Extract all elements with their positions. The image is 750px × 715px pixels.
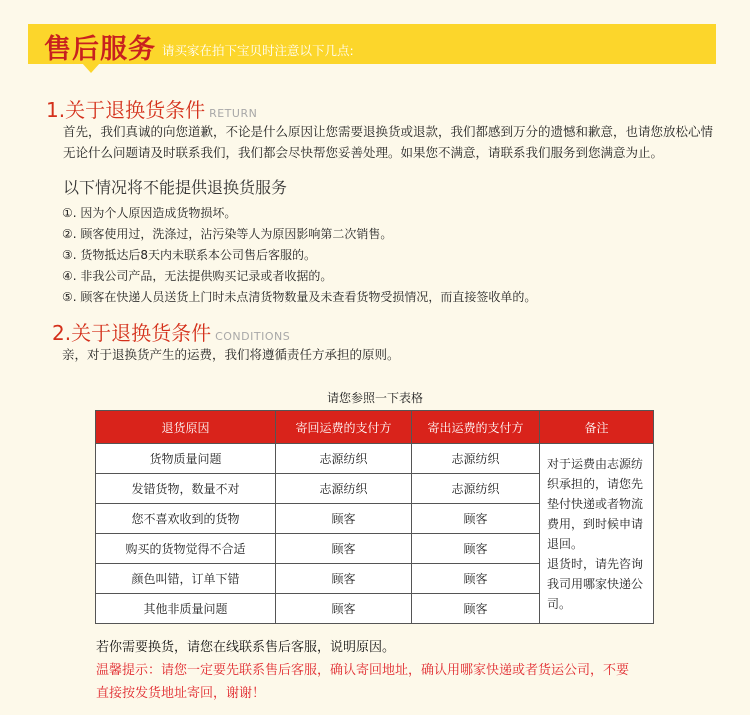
cell-reason: 颜色叫错，订单下错 bbox=[96, 564, 276, 594]
cell-outbound-payer: 志源纺织 bbox=[412, 474, 540, 504]
section2-title: 2.关于退换货条件 bbox=[52, 321, 212, 345]
cell-reason: 您不喜欢收到的货物 bbox=[96, 504, 276, 534]
header-return-shipping-payer: 寄回运费的支付方 bbox=[276, 411, 412, 444]
cell-outbound-payer: 顾客 bbox=[412, 594, 540, 624]
warning-note bbox=[96, 659, 686, 705]
shipping-cost-table bbox=[95, 410, 654, 624]
cell-return-payer: 顾客 bbox=[276, 564, 412, 594]
header-outbound-shipping-payer: 寄出运费的支付方 bbox=[412, 411, 540, 444]
table-row bbox=[96, 444, 654, 474]
cell-return-payer: 顾客 bbox=[276, 534, 412, 564]
section1-intro-line: 无论什么问题请及时联系我们，我们都会尽快帮您妥善处理。如果您不满意，请联系我们服务到您满意为止。 bbox=[63, 145, 664, 160]
cell-return-payer: 志源纺织 bbox=[276, 474, 412, 504]
exclusion-item: ⑤. 顾客在快递人员送货上门时未点清货物数量及未查看货物受损情况，而直接签收单的。 bbox=[62, 290, 537, 304]
banner-title: 售后服务 bbox=[44, 34, 156, 65]
section1-intro-line: 首先，我们真诚的向您道歉，不论是什么原因让您需要退换货或退款，我们都感到万分的遗憾和歉意，也请您放松心情 bbox=[63, 124, 714, 139]
cell-reason: 购买的货物觉得不合适 bbox=[96, 534, 276, 564]
section1-heading bbox=[46, 94, 257, 123]
cell-return-payer: 顾客 bbox=[276, 504, 412, 534]
section2-heading bbox=[52, 317, 290, 346]
remark-line: 织承担的，请您先 bbox=[547, 476, 644, 491]
cell-return-payer: 志源纺织 bbox=[276, 444, 412, 474]
cell-reason: 发错货物，数量不对 bbox=[96, 474, 276, 504]
section1-intro bbox=[63, 121, 713, 163]
cell-outbound-payer: 志源纺织 bbox=[412, 444, 540, 474]
remarks-cell bbox=[540, 444, 654, 624]
section1-title: 1.关于退换货条件 bbox=[46, 98, 206, 122]
remark-line: 司。 bbox=[547, 596, 572, 611]
header-remarks: 备注 bbox=[540, 411, 654, 444]
exclusion-item: ④. 非我公司产品，无法提供购买记录或者收据的。 bbox=[62, 269, 333, 283]
cell-outbound-payer: 顾客 bbox=[412, 534, 540, 564]
remark-line: 退货时，请先咨询 bbox=[547, 556, 644, 571]
exclusion-item: ②. 顾客使用过，洗涤过，沾污染等人为原因影响第二次销售。 bbox=[62, 227, 393, 241]
cell-outbound-payer: 顾客 bbox=[412, 564, 540, 594]
cell-outbound-payer: 顾客 bbox=[412, 504, 540, 534]
remark-line: 退回。 bbox=[547, 536, 584, 551]
cell-reason: 货物质量问题 bbox=[96, 444, 276, 474]
exchange-note: 若你需要换货，请您在线联系售后客服，说明原因。 bbox=[96, 640, 396, 655]
remark-line: 我司用哪家快递公 bbox=[547, 576, 644, 591]
cell-return-payer: 顾客 bbox=[276, 594, 412, 624]
section1-title-en: RETURN bbox=[209, 107, 258, 120]
warning-line: 温馨提示：请您一定要先联系售后客服，确认寄回地址，确认用哪家快递或者货运公司，不要 bbox=[96, 663, 630, 678]
exclusion-item: ③. 货物抵达后8天内未联系本公司售后客服的。 bbox=[62, 248, 317, 262]
section1-subheading: 以下情况将不能提供退换货服务 bbox=[63, 178, 288, 197]
remark-line: 费用，到时候申请 bbox=[547, 516, 644, 531]
table-caption: 请您参照一下表格 bbox=[326, 391, 423, 405]
section2-intro: 亲，对于退换货产生的运费，我们将遵循责任方承担的原则。 bbox=[62, 347, 400, 362]
remark-line: 垫付快递或者物流 bbox=[547, 496, 644, 511]
section2-title-en: CONDITIONS bbox=[215, 330, 291, 343]
warning-line: 直接按发货地址寄回，谢谢！ bbox=[96, 686, 266, 701]
banner-subtitle: 请买家在拍下宝贝时注意以下几点: bbox=[162, 43, 354, 58]
cell-reason: 其他非质量问题 bbox=[96, 594, 276, 624]
remark-line: 对于运费由志源纺 bbox=[547, 456, 644, 471]
table-header-row bbox=[96, 411, 654, 444]
exclusion-item: ①. 因为个人原因造成货物损坏。 bbox=[62, 206, 237, 220]
header-return-reason: 退货原因 bbox=[96, 411, 276, 444]
